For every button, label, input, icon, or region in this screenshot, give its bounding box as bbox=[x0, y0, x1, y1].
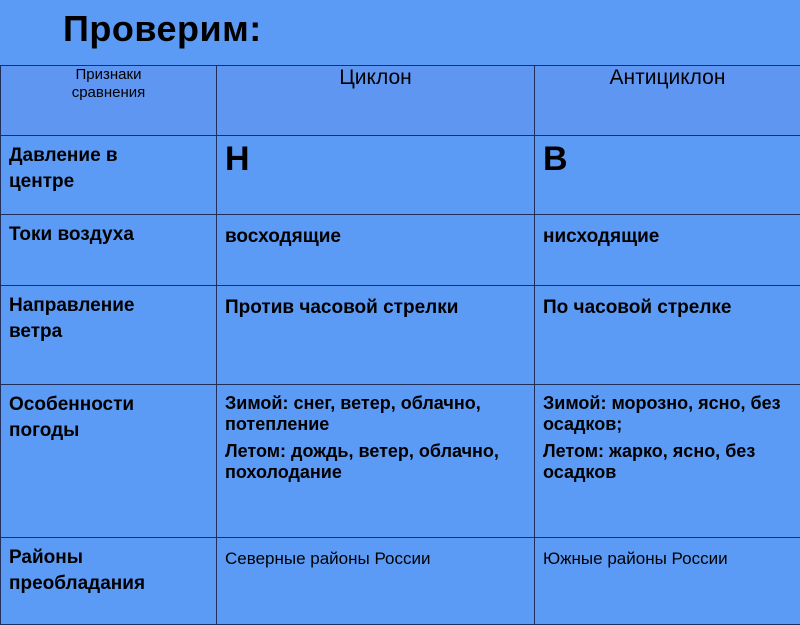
row-label-line: ветра bbox=[9, 319, 210, 345]
anticyclone-weather bbox=[535, 385, 800, 538]
row-label-pressure bbox=[1, 136, 217, 215]
header-criteria bbox=[1, 66, 217, 136]
header-criteria-line1: Признаки bbox=[15, 66, 202, 84]
row-label-line: Токи воздуха bbox=[9, 222, 210, 248]
header-criteria-line2: сравнения bbox=[15, 84, 202, 102]
row-label-line: центре bbox=[9, 169, 210, 195]
cyclone-weather bbox=[217, 385, 535, 538]
row-label-line: Направление bbox=[9, 293, 210, 319]
anticyclone-pressure: В bbox=[535, 136, 800, 215]
row-label-line: преобладания bbox=[9, 571, 210, 597]
anticyclone-weather-summer: Летом: жарко, ясно, без осадков bbox=[543, 441, 794, 483]
cyclone-weather-summer: Летом: дождь, ветер, облачно, похолодание bbox=[225, 441, 528, 483]
row-label-air-currents bbox=[1, 215, 217, 286]
cyclone-wind-direction: Против часовой стрелки bbox=[217, 286, 535, 385]
table-row bbox=[1, 538, 800, 625]
anticyclone-regions: Южные районы России bbox=[535, 538, 800, 625]
row-label-line: Давление в bbox=[9, 143, 210, 169]
table-row bbox=[1, 385, 800, 538]
row-label-wind-direction bbox=[1, 286, 217, 385]
cyclone-regions: Северные районы России bbox=[217, 538, 535, 625]
cyclone-pressure: Н bbox=[217, 136, 535, 215]
row-label-weather bbox=[1, 385, 217, 538]
row-label-line: Особенности bbox=[9, 392, 210, 418]
header-anticyclone: Антициклон bbox=[535, 66, 800, 136]
anticyclone-wind-direction: По часовой стрелке bbox=[535, 286, 800, 385]
table-row bbox=[1, 136, 800, 215]
cyclone-air-currents: восходящие bbox=[217, 215, 535, 286]
row-label-regions bbox=[1, 538, 217, 625]
table-row bbox=[1, 286, 800, 385]
anticyclone-air-currents: нисходящие bbox=[535, 215, 800, 286]
row-label-line: погоды bbox=[9, 418, 210, 444]
page-title: Проверим: bbox=[63, 8, 262, 50]
header-cyclone: Циклон bbox=[217, 66, 535, 136]
anticyclone-weather-winter: Зимой: морозно, ясно, без осадков; bbox=[543, 393, 794, 435]
cyclone-weather-winter: Зимой: снег, ветер, облачно, потепление bbox=[225, 393, 528, 435]
table-row bbox=[1, 215, 800, 286]
comparison-table bbox=[0, 65, 800, 625]
table-header-row bbox=[1, 66, 800, 136]
row-label-line: Районы bbox=[9, 545, 210, 571]
